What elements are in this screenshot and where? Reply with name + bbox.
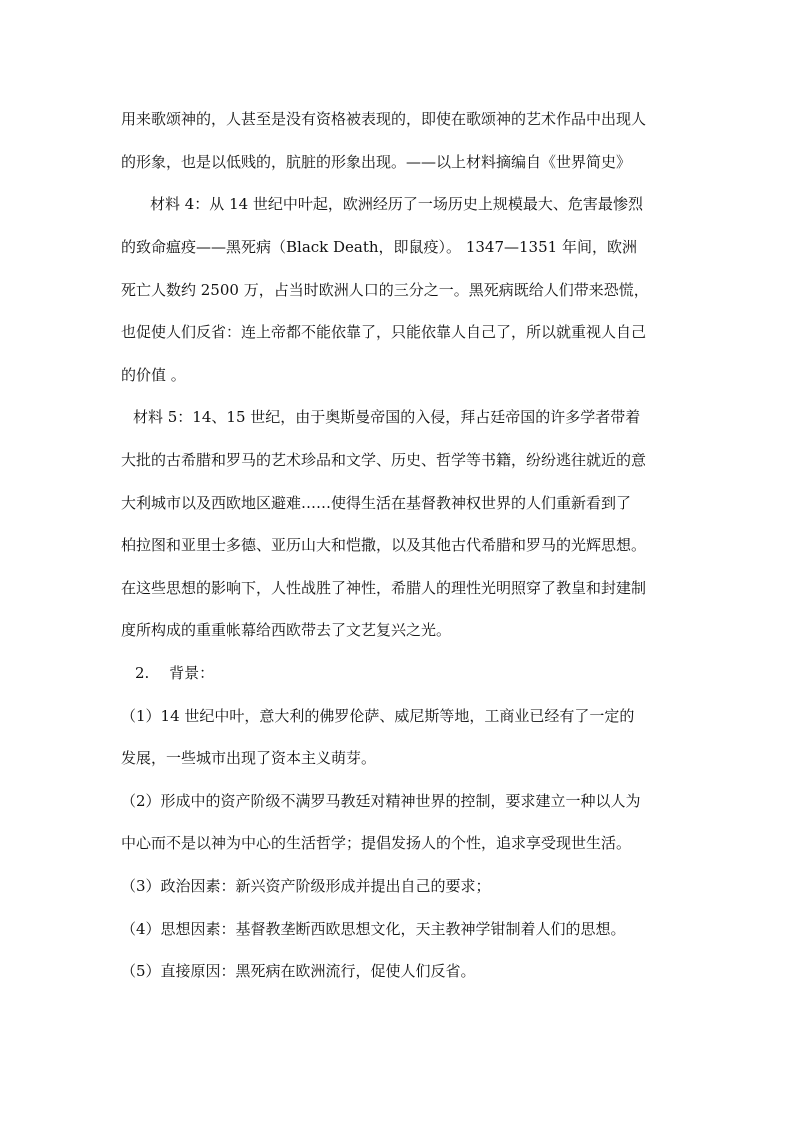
text-line: 材料 4：从 14 世纪中叶起，欧洲经历了一场历史上规模最大、危害最惨烈 (150, 195, 643, 213)
text-line: （5）直接原因：黑死病在欧洲流行，促使人们反省。 (121, 962, 476, 980)
text-line: （2）形成中的资产阶级不满罗马教廷对精神世界的控制，要求建立一种以人为 (121, 792, 641, 810)
text-line: 大批的古希腊和罗马的艺术珍品和文学、历史、哲学等书籍，纷纷逃往就近的意 (121, 451, 647, 469)
text-line: 大利城市以及西欧地区避难……使得生活在基督教神权世界的人们重新看到了 (121, 494, 632, 512)
text-line: 用来歌颂神的，人甚至是没有资格被表现的，即使在歌颂神的艺术作品中出现人 (121, 110, 647, 128)
text-line: 的形象，也是以低贱的，肮脏的形象出现。——以上材料摘编自《世界简史》 (121, 153, 632, 171)
text-line: 度所构成的重重帐幕给西欧带去了文艺复兴之光。 (121, 621, 452, 639)
text-line: （4）思想因素：基督教垄断西欧思想文化，天主教神学钳制着人们的思想。 (121, 920, 626, 938)
text-line: 死亡人数约 2500 万，占当时欧洲人口的三分之一。黑死病既给人们带来恐慌， (121, 281, 649, 299)
text-line: 的致命瘟疫——黑死病（Black Death，即鼠疫）。 1347—1351 年间，欧洲 (121, 238, 637, 256)
text-line: （1）14 世纪中叶，意大利的佛罗伦萨、威尼斯等地，工商业已经有了一定的 (121, 707, 635, 725)
text-line: 也促使人们反省：连上帝都不能依靠了，只能依靠人自己了，所以就重视人自己 (121, 323, 647, 341)
text-line: 中心而不是以神为中心的生活哲学；提倡发扬人的个性，追求享受现世生活。 (121, 834, 632, 852)
text-line: 柏拉图和亚里士多德、亚历山大和恺撒，以及其他古代希腊和罗马的光辉思想。 (121, 536, 647, 554)
text-line: 在这些思想的影响下，人性战胜了神性，希腊人的理性光明照穿了教皇和封建制 (121, 579, 647, 597)
section-heading: 2. 背景： (135, 664, 215, 682)
text-line: 材料 5：14、15 世纪，由于奥斯曼帝国的入侵，拜占廷帝国的许多学者带着 (133, 408, 641, 426)
text-line: 发展，一些城市出现了资本主义萌芽。 (121, 749, 377, 767)
text-line: （3）政治因素：新兴资产阶级形成并提出自己的要求； (121, 877, 491, 895)
text-line: 的价值 。 (121, 366, 186, 384)
